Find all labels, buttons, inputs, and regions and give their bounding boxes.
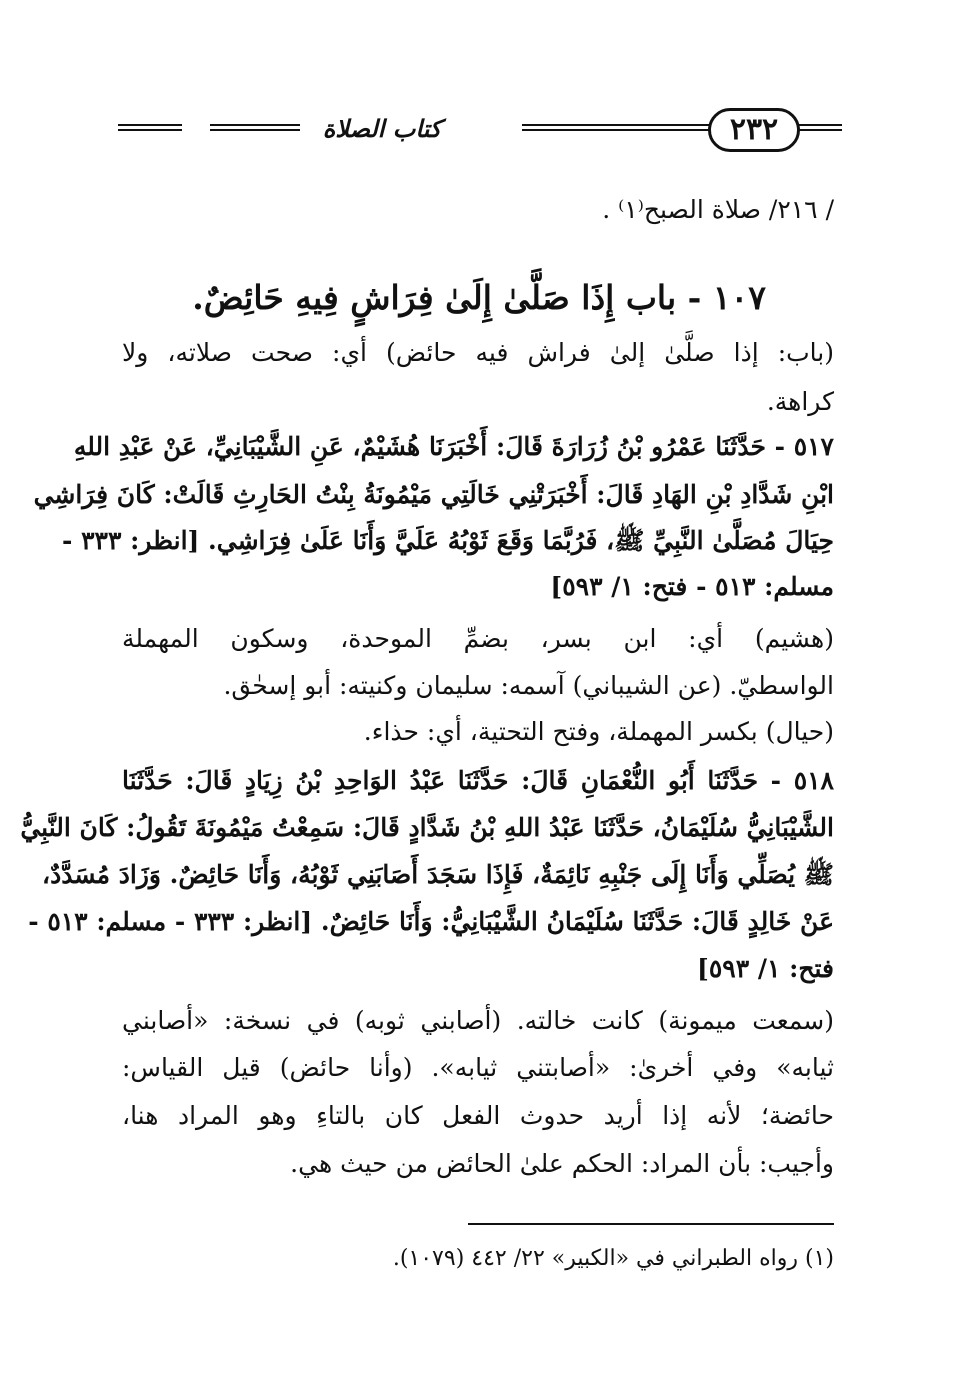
text-line: (سمعت ميمونة) كانت خالته. (أصابني ثوبه) في نسخة: «أصابني <box>122 1006 834 1035</box>
hadith-line: ٥١٧ - حَدَّثَنَا عَمْرُو بْنُ زُرَارَةَ قَالَ: أَخْبَرَنَا هُشَيْمٌ، عَنِ الشَّيْبَانِيِّ، عَنْ عَبْدِ اللهِ <box>73 432 834 461</box>
page-header <box>118 108 842 152</box>
hadith-line: عَنْ خَالِدٍ قَالَ: حَدَّثَنَا سُلَيْمَانُ الشَّيْبَانِيُّ: وَأَنَا حَائِضٌ. [انظر: ٣٣٣ - مسلم: ٥١٣ - <box>28 907 834 936</box>
hadith-line: ﷺ يُصَلِّي وَأَنَا إِلَى جَنْبِهِ نَائِمَةٌ، فَإِذَا سَجَدَ أَصَابَنِي ثَوْبُهُ، وَأَنَا حَائِضٌ. وَزَادَ مُسَدَّدٌ، <box>42 860 834 889</box>
hadith-line: ٥١٨ - حَدَّثَنَا أَبُو النُّعْمَانِ قَالَ: حَدَّثَنَا عَبْدُ الوَاحِدِ بْنُ زِيَادٍ قَالَ: حَدَّثَنَا <box>122 766 834 795</box>
footnote-divider <box>468 1223 834 1225</box>
header-rule-middle <box>210 124 300 131</box>
footnote: (١) رواه الطبراني في «الكبير» ٢٢/ ٤٤٢ (١٠٧٩). <box>392 1246 834 1271</box>
hadith-line: ابْنِ شَدَّادِ بْنِ الهَادِ قَالَ: أَخْبَرَتْنِي خَالَتِي مَيْمُونَةُ بِنْتُ الحَارِثِ قَالَتْ: كَانَ فِرَاشِي <box>33 480 834 509</box>
text-line: الواسطيّ. (عن الشيباني) آسمه: سليمان وكنيته: أبو إسحٰق. <box>223 671 834 700</box>
text-line: ثيابه» وفي أخرىٰ: «أصابتني ثيابه». (وأنا حائض) قيل القياس: <box>122 1053 834 1082</box>
chapter-heading: ١٠٧ - باب إِذَا صَلَّىٰ إِلَىٰ فِرَاشٍ فِيهِ حَائِضٌ. <box>192 278 766 317</box>
text-line: (حيال) بكسر المهملة، وفتح التحتية، أي: حذاء. <box>363 717 834 746</box>
page-number: ٢٣٢ <box>708 108 800 152</box>
text-line: حائضة؛ لأنه إذا أريد حدوث الفعل كان بالتاءِ وهو المراد هنا، <box>122 1101 834 1130</box>
header-rule-left <box>118 124 182 131</box>
text-line: (هشيم) أي: ابن بسر، بضمِّ الموحدة، وسكون المهملة <box>122 624 834 653</box>
text-line: / ٢١٦/ صلاة الصبح⁽١⁾ . <box>602 195 834 224</box>
hadith-line: حِيَالَ مُصَلَّىٰ النَّبِيِّ ﷺ، فَرُبَّمَا وَقَعَ ثَوْبُهُ عَلَيَّ وَأَنَا عَلَىٰ فِرَاشِي. [انظر: ٣٣٣ - <box>62 526 834 555</box>
hadith-ref: مسلم: ٥١٣ - فتح: ١/ ٥٩٣] <box>550 572 834 601</box>
text-line: وأجيب: بأن المراد: الحكم علىٰ الحائض من حيث هي. <box>290 1149 834 1178</box>
hadith-line: الشَّيْبَانِيُّ سُلَيْمَانُ، حَدَّثَنَا عَبْدُ اللهِ بْنُ شَدَّادٍ قَالَ: سَمِعْتُ مَيْمُونَةَ تَقُولُ: كَانَ النَّبِيُّ <box>20 813 834 842</box>
text-line: (باب: إذا صلَّىٰ إلىٰ فراش فيه حائض) أي: صحت صلاته، ولا <box>122 338 834 367</box>
hadith-ref: فتح: ١/ ٥٩٣] <box>697 954 834 983</box>
running-title: كتاب الصلاة <box>302 114 462 143</box>
text-line: كراهة. <box>766 387 834 416</box>
